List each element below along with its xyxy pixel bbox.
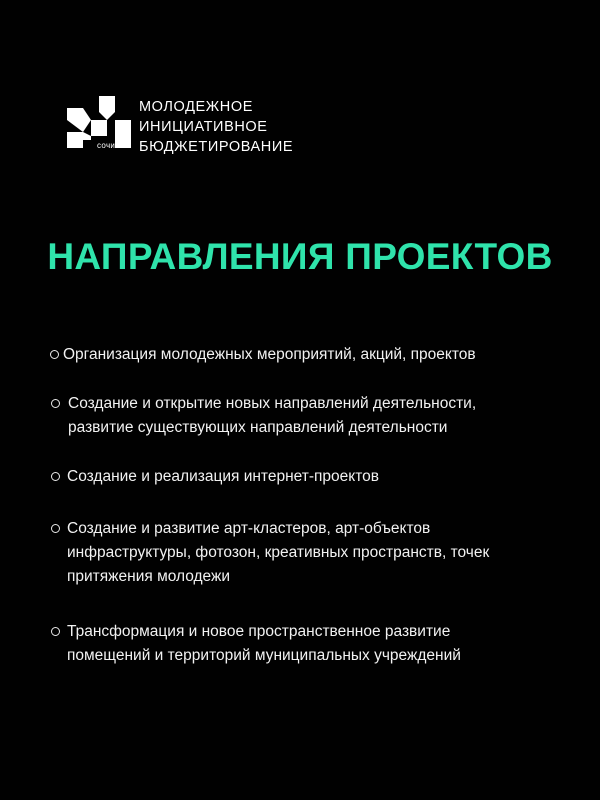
bullet-icon <box>51 627 60 636</box>
list-item <box>51 392 476 440</box>
list-item-line: Организация молодежных мероприятий, акций, проектов <box>63 346 476 363</box>
bullet-icon <box>51 524 60 533</box>
list-item <box>51 517 489 589</box>
list-item-line: развитие существующих направлений деятельности <box>68 419 448 436</box>
bullet-icon <box>50 350 59 359</box>
list-item-line: Трансформация и новое пространственное развитие <box>67 623 451 640</box>
list-item-line: притяжения молодежи <box>67 568 231 585</box>
list-item-line: Создание и открытие новых направлений деятельности, <box>68 395 477 412</box>
logo-line-2: ИНИЦИАТИВНОЕ <box>139 119 268 135</box>
logo-line-3: БЮДЖЕТИРОВАНИЕ <box>139 139 294 155</box>
list-item <box>51 620 461 668</box>
list-item-line: помещений и территорий муниципальных учреждений <box>67 647 461 664</box>
bullet-icon <box>51 399 60 408</box>
bullet-icon <box>51 472 60 481</box>
list-item-line: Создание и реализация интернет-проектов <box>67 468 380 485</box>
list-item-line: Создание и развитие арт-кластеров, арт-объектов <box>67 520 431 537</box>
logo-line-1: МОЛОДЕЖНОЕ <box>139 99 253 115</box>
page-title: НАПРАВЛЕНИЯ ПРОЕКТОВ <box>47 236 553 277</box>
list-item <box>51 465 379 489</box>
list-item-line: инфраструктуры, фотозон, креативных пространств, точек <box>67 544 490 561</box>
list-item <box>50 343 476 367</box>
logo-city: сочи <box>97 141 116 150</box>
